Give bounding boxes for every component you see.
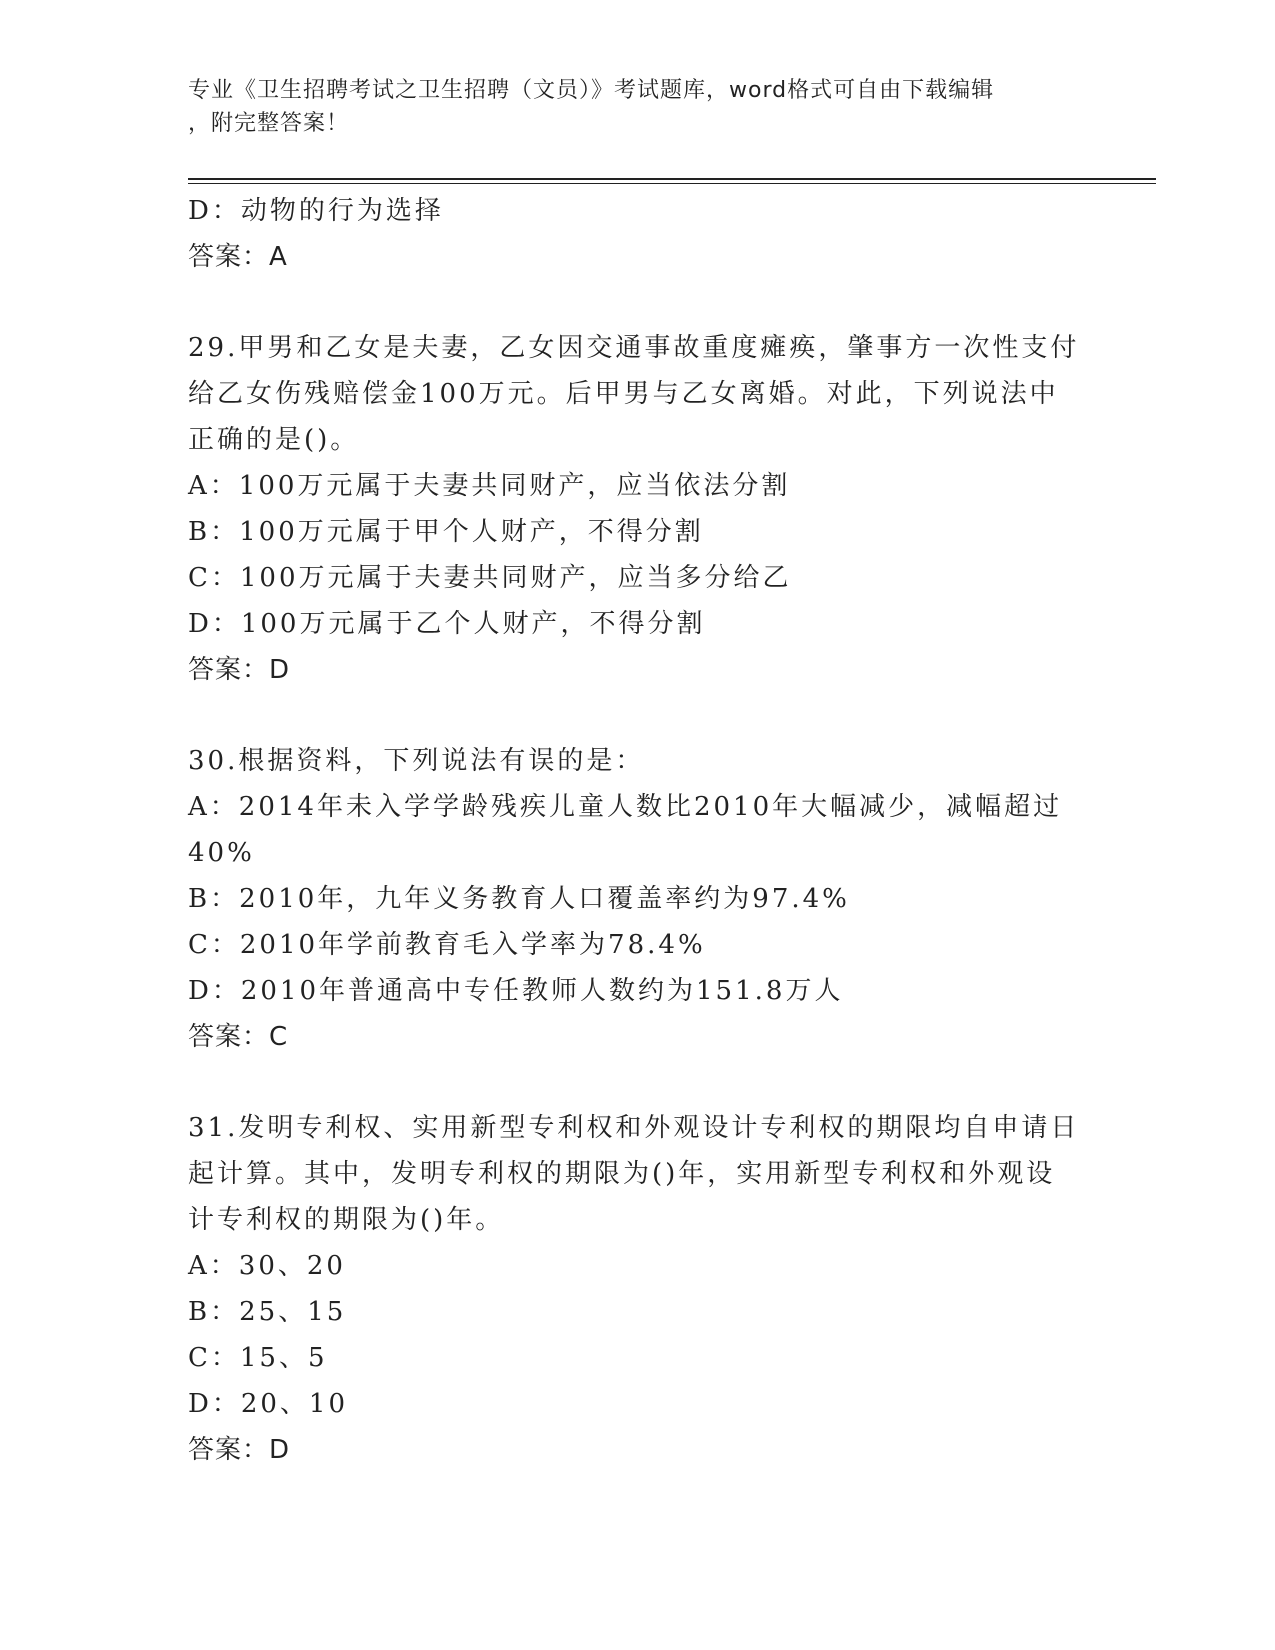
spacer bbox=[188, 693, 1088, 738]
question-stem-line: 给乙女伤残赔偿金100万元。后甲男与乙女离婚。对此，下列说法中 bbox=[188, 379, 1059, 409]
answer-line: 答案：C bbox=[188, 1022, 289, 1052]
option-c: C：100万元属于夫妻共同财产，应当多分给乙 bbox=[188, 563, 792, 593]
previous-question-tail bbox=[188, 188, 1088, 280]
option-a-continuation: 40% bbox=[188, 838, 255, 868]
question-stem-line: 起计算。其中，发明专利权的期限为()年，实用新型专利权和外观设 bbox=[188, 1159, 1056, 1189]
header-divider-thick bbox=[188, 178, 1156, 180]
spacer bbox=[188, 1060, 1088, 1105]
question-29 bbox=[188, 325, 1088, 693]
question-stem-line: 29.甲男和乙女是夫妻，乙女因交通事故重度瘫痪，肇事方一次性支付 bbox=[188, 333, 1080, 363]
question-30 bbox=[188, 738, 1088, 1060]
option-d: D：动物的行为选择 bbox=[188, 196, 444, 226]
option-a: A：30、20 bbox=[188, 1251, 346, 1281]
question-list bbox=[188, 188, 1088, 1473]
question-31 bbox=[188, 1105, 1088, 1473]
option-d: D：20、10 bbox=[188, 1389, 349, 1419]
question-stem-line: 计专利权的期限为()年。 bbox=[188, 1205, 505, 1235]
answer-line: 答案：D bbox=[188, 1435, 291, 1465]
document-header bbox=[188, 74, 1078, 140]
option-c: C：2010年学前教育毛入学率为78.4% bbox=[188, 930, 706, 960]
option-a: A：100万元属于夫妻共同财产，应当依法分割 bbox=[188, 471, 791, 501]
option-b: B：2010年，九年义务教育人口覆盖率约为97.4% bbox=[188, 884, 850, 914]
question-stem-line: 正确的是()。 bbox=[188, 425, 360, 455]
header-line-2: ，附完整答案！ bbox=[188, 111, 350, 136]
option-c: C：15、5 bbox=[188, 1343, 328, 1373]
option-b: B：100万元属于甲个人财产，不得分割 bbox=[188, 517, 704, 547]
answer-line: 答案：D bbox=[188, 655, 291, 685]
option-a: A：2014年未入学学龄残疾儿童人数比2010年大幅减少，减幅超过 bbox=[188, 792, 1063, 822]
answer-line: 答案：A bbox=[188, 242, 288, 272]
question-stem-line: 31.发明专利权、实用新型专利权和外观设计专利权的期限均自申请日 bbox=[188, 1113, 1080, 1143]
header-line-1: 专业《卫生招聘考试之卫生招聘（文员）》考试题库，word格式可自由下载编辑 bbox=[188, 78, 995, 103]
spacer bbox=[188, 280, 1088, 325]
option-b: B：25、15 bbox=[188, 1297, 347, 1327]
header-divider-thin bbox=[188, 183, 1156, 184]
option-d: D：2010年普通高中专任教师人数约为151.8万人 bbox=[188, 976, 844, 1006]
question-stem-line: 30.根据资料，下列说法有误的是： bbox=[188, 746, 645, 776]
option-d: D：100万元属于乙个人财产，不得分割 bbox=[188, 609, 706, 639]
